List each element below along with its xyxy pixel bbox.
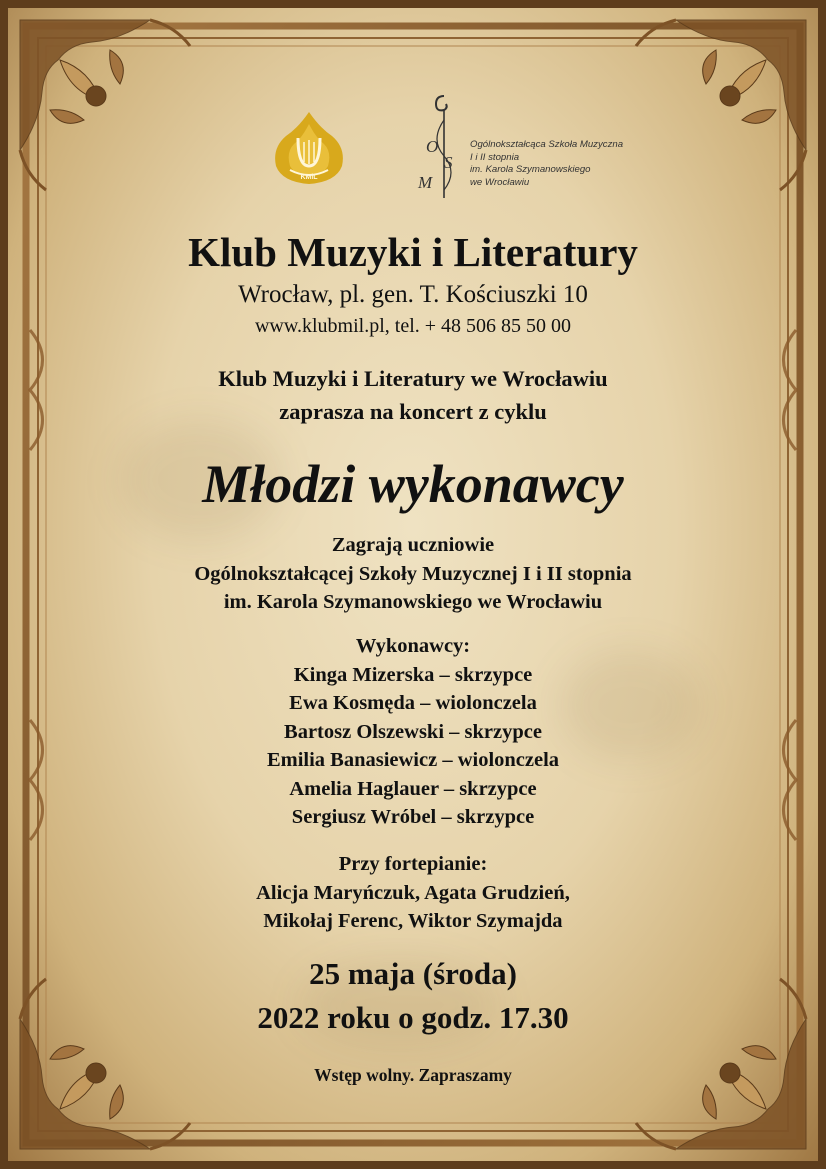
pianist-line: Alicja Maryńczuk, Agata Grudzień, bbox=[256, 881, 570, 904]
school-logo-caption-line: Ogólnokształcąca Szkoła Muzyczna bbox=[470, 139, 624, 150]
school-logo-caption-line: im. Karola Szymanowskiego bbox=[470, 164, 591, 176]
kmil-logo-label: KMiL bbox=[300, 174, 318, 181]
event-datetime bbox=[0, 952, 826, 1040]
club-address: Wrocław, pl. gen. T. Kościuszki 10 bbox=[238, 281, 588, 308]
pianist-line: Mikołaj Ferenc, Wiktor Szymajda bbox=[263, 910, 563, 932]
club-name: Klub Muzyki i Literatury bbox=[188, 229, 638, 275]
kmil-logo bbox=[268, 108, 350, 188]
performer-item: Kinga Mizerska – skrzypce bbox=[293, 663, 533, 686]
school-line: Ogólnokształcącej Szkoły Muzycznej I i II stopnia bbox=[194, 562, 632, 585]
performer-item: Bartosz Olszewski – skrzypce bbox=[284, 720, 542, 743]
performers bbox=[0, 632, 826, 832]
school-logo-caption-line: I i II stopnia bbox=[470, 151, 520, 163]
free-entry-note: Wstęp wolny. Zapraszamy bbox=[314, 1065, 512, 1085]
invitation-line: zaprasza na koncert z cyklu bbox=[279, 399, 547, 424]
club-contact: www.klubmil.pl, tel. + 48 506 85 50 00 bbox=[254, 315, 572, 337]
school-logo-caption bbox=[470, 139, 670, 189]
performer-item: Amelia Haglauer – skrzypce bbox=[289, 777, 537, 800]
school-logo-caption-line: we Wrocławiu bbox=[470, 176, 530, 188]
osm-logo bbox=[414, 90, 474, 205]
svg-text:S: S bbox=[444, 153, 453, 172]
piano-heading: Przy fortepianie: bbox=[338, 853, 488, 875]
invitation-line: Klub Muzyki i Literatury we Wrocławiu bbox=[218, 366, 608, 391]
piano-accompaniment bbox=[0, 850, 826, 936]
school-line: im. Karola Szymanowskiego we Wrocławiu bbox=[223, 591, 603, 613]
performers-heading: Wykonawcy: bbox=[355, 635, 471, 657]
concert-cycle-title: Młodzi wykonawcy bbox=[202, 454, 624, 514]
event-time: 2022 roku o godz. 17.30 bbox=[257, 1000, 569, 1035]
invitation bbox=[0, 362, 826, 428]
school-info bbox=[0, 531, 826, 617]
performer-item: Sergiusz Wróbel – skrzypce bbox=[291, 806, 535, 828]
school-line: Zagrają uczniowie bbox=[331, 534, 495, 556]
performer-item: Ewa Kosmęda – wiolonczela bbox=[289, 692, 537, 714]
performer-item: Emilia Banasiewicz – wiolonczela bbox=[266, 749, 560, 771]
svg-text:M: M bbox=[418, 173, 433, 192]
osm-logo-letters: O bbox=[426, 137, 439, 156]
event-date: 25 maja (środa) bbox=[309, 956, 517, 991]
